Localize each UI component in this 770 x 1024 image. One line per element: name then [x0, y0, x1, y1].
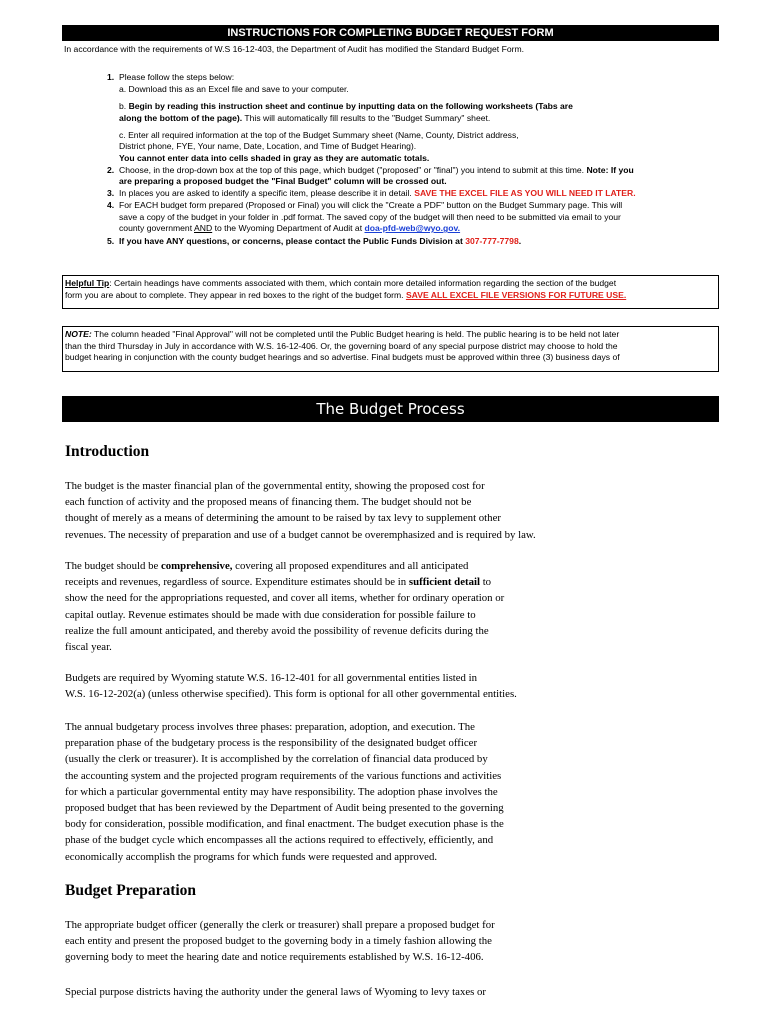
- para-line: revenues. The necessity of preparation and use of a budget cannot be overemphasized and is required by law.: [65, 528, 536, 541]
- step-emphasis: AND: [194, 223, 213, 234]
- step-3: [107, 188, 719, 200]
- tip-text: Certain headings have comments associated with them, which contain more detailed information regarding the section of the budget: [114, 278, 617, 288]
- note-label: NOTE:: [65, 329, 92, 339]
- section-title: The Budget Process: [62, 396, 719, 422]
- step-text: This will automatically fill results to the "Budget Summary" sheet.: [244, 112, 491, 123]
- para-line: realize the full amount anticipated, and thereby avoid the possibility of revenue deficits during the: [65, 624, 489, 637]
- para-line: [65, 558, 625, 574]
- helpful-tip-box: [62, 275, 719, 309]
- step-warning: SAVE THE EXCEL FILE AS YOU WILL NEED IT LATER.: [414, 188, 636, 199]
- step-text: county government: [119, 223, 193, 234]
- step-1a: a. Download this as an Excel file and save to your computer.: [119, 84, 349, 94]
- step-1b: [119, 101, 719, 113]
- para-line: (usually the clerk or treasurer). It is accomplished by the correlation of financial data produced by: [65, 753, 488, 766]
- step-1c: c. Enter all required information at the top of the Budget Summary sheet (Name, County, District address,: [119, 129, 519, 140]
- para-line: The appropriate budget officer (generally the clerk or treasurer) shall prepare a proposed budget for: [65, 919, 495, 931]
- para-line: phase of the budget cycle which encompasses all the actions required to effectively, efficiently, and: [65, 834, 494, 847]
- step-2: [107, 164, 719, 177]
- para-line: W.S. 16-12-202(a) (unless otherwise specified). This form is optional for all other governmental entities.: [65, 688, 517, 701]
- step-bold-text: along the bottom of the page).: [119, 112, 243, 123]
- para-bold-text: comprehensive,: [160, 560, 233, 572]
- para-line: governing body to meet the hearing date and notice requirements established by W.S. 16-12-406.: [65, 951, 484, 964]
- tip-line-1: [65, 278, 718, 290]
- step-number: 4.: [107, 199, 115, 210]
- para-line: for which a particular governmental entity may have responsibility. The adoption phase involves the: [65, 785, 498, 798]
- tip-text: form you are about to complete. They appear in red boxes to the right of the budget form.: [65, 289, 404, 300]
- para-line: The annual budgetary process involves three phases: preparation, adoption, and execution. The: [65, 721, 475, 733]
- steps-block: [107, 72, 719, 248]
- para-line: fiscal year.: [65, 641, 112, 654]
- prep-paragraph-1: [65, 917, 625, 966]
- para-line: Budgets are required by Wyoming statute W.S. 16-12-401 for all governmental entities listed in: [65, 672, 478, 684]
- form-title: INSTRUCTIONS FOR COMPLETING BUDGET REQUEST FORM: [62, 25, 719, 41]
- para-line: preparation phase of the budgetary process is the responsibility of the designated budget officer: [65, 737, 478, 750]
- para-bold-text: sufficient detail: [408, 576, 480, 589]
- tip-label: Helpful Tip: [65, 278, 110, 288]
- tip-line-2: [65, 290, 718, 302]
- tip-warning: SAVE ALL EXCEL FILE VERSIONS FOR FUTURE USE.: [405, 289, 627, 300]
- tip-colon: :: [109, 278, 112, 288]
- step-text: In places you are asked to identify a specific item, please describe it in detail.: [119, 188, 412, 199]
- step-1: [107, 72, 719, 84]
- para-line: each function of activity and the proposed means of financing them. The budget should not be: [65, 496, 472, 509]
- para-line: [65, 574, 625, 590]
- introduction-heading: Introduction: [65, 443, 150, 460]
- step-2-cont: are preparing a proposed budget the "Final Budget" column will be crossed out.: [119, 176, 447, 187]
- note-text: The column headed "Final Approval" will not be completed until the Public Budget hearing is held. The public hearing is to be held not later: [93, 329, 620, 339]
- step-number: 2.: [107, 164, 115, 175]
- step-text: If you have ANY questions, or concerns, please contact the Public Funds Division at: [119, 236, 463, 247]
- step-4-cont2: [119, 223, 719, 236]
- step-text: Choose, in the drop-down box at the top of this page, which budget ("proposed" or "final") you intend to submit at this time.: [119, 164, 585, 175]
- step-number: 5.: [107, 236, 115, 247]
- step-text: to the Wyoming Department of Audit at: [214, 223, 363, 234]
- step-number: 3.: [107, 188, 115, 199]
- para-line: proposed budget that has been reviewed by the Department of Audit being presented to the governing: [65, 802, 504, 815]
- note-line-3: budget hearing in conjunction with the county budget hearings and so advertise. Final budgets must be approved within three (3) business days of: [65, 352, 620, 363]
- intro-paragraph-4: [65, 719, 625, 865]
- step-4: [107, 199, 719, 212]
- para-line: show the need for the appropriations requested, and cover all items, whether for ordinary operation or: [65, 592, 505, 605]
- para-line: each entity and present the proposed budget to the governing body in a timely fashion allowing the: [65, 935, 492, 948]
- intro-line: In accordance with the requirements of W.S 16-12-403, the Department of Audit has modified the Standard Budget Form.: [64, 44, 525, 54]
- prep-paragraph-2: [65, 984, 625, 1000]
- intro-paragraph-2: [65, 558, 625, 655]
- step-1c-cont: District phone, FYE, Your name, Date, Location, and Time of Budget Hearing).: [119, 141, 417, 152]
- note-box: [62, 326, 719, 372]
- step-bold-text: Begin by reading this instruction sheet and continue by inputting data on the following worksheets (Tabs are: [128, 101, 573, 111]
- step-5: [107, 236, 719, 248]
- para-line: Special purpose districts having the authority under the general laws of Wyoming to levy taxes or: [65, 986, 487, 998]
- note-line-2: than the third Thursday in July in accordance with W.S. 16-12-406. Or, the governing board of any special purpose district may choose to hold the: [65, 340, 618, 351]
- step-1b-cont: [119, 113, 719, 130]
- para-text: The budget should be: [65, 560, 159, 572]
- step-prefix: b.: [119, 101, 127, 111]
- intro-paragraph-3: [65, 670, 645, 702]
- budget-preparation-heading: Budget Preparation: [65, 882, 197, 899]
- para-line: The budget is the master financial plan of the governmental entity, showing the proposed cost for: [65, 480, 485, 492]
- step-4-cont: save a copy of the budget in your folder in .pdf format. The saved copy of the budget will then need to be submitted via email to your: [119, 211, 621, 222]
- para-line: capital outlay. Revenue estimates should be made with due consideration for possible failure to: [65, 608, 476, 621]
- intro-paragraph-1: [65, 478, 625, 543]
- para-line: the accounting system and the projected program requirements of the various functions and activities: [65, 769, 502, 782]
- step-1c-warning: You cannot enter data into cells shaded in gray as they are automatic totals.: [119, 153, 430, 164]
- para-line: thought of merely as a means of determining the amount to be raised by tax levy to supplement other: [65, 512, 501, 525]
- para-text: receipts and revenues, regardless of source. Expenditure estimates should be in: [65, 576, 407, 589]
- para-text: to: [482, 576, 492, 589]
- step-end: .: [518, 236, 522, 247]
- audit-email-link[interactable]: doa-pfd-web@wyo.gov.: [364, 223, 461, 234]
- step-text: Please follow the steps below:: [119, 72, 235, 82]
- para-line: body for consideration, possible modification, and final enactment. The budget execution phase is the: [65, 818, 504, 831]
- note-line-1: [65, 329, 718, 341]
- step-text: For EACH budget form prepared (Proposed or Final) you will click the "Create a PDF" button on the Budget Summary page. This will: [119, 199, 623, 210]
- para-line: economically accomplish the programs for which funds were requested and approved.: [65, 850, 438, 863]
- step-note: Note: If you: [586, 164, 634, 175]
- phone-number: 307-777-7798: [465, 236, 519, 247]
- para-text: covering all proposed expenditures and all anticipated: [235, 560, 469, 572]
- step-number: 1.: [107, 72, 115, 82]
